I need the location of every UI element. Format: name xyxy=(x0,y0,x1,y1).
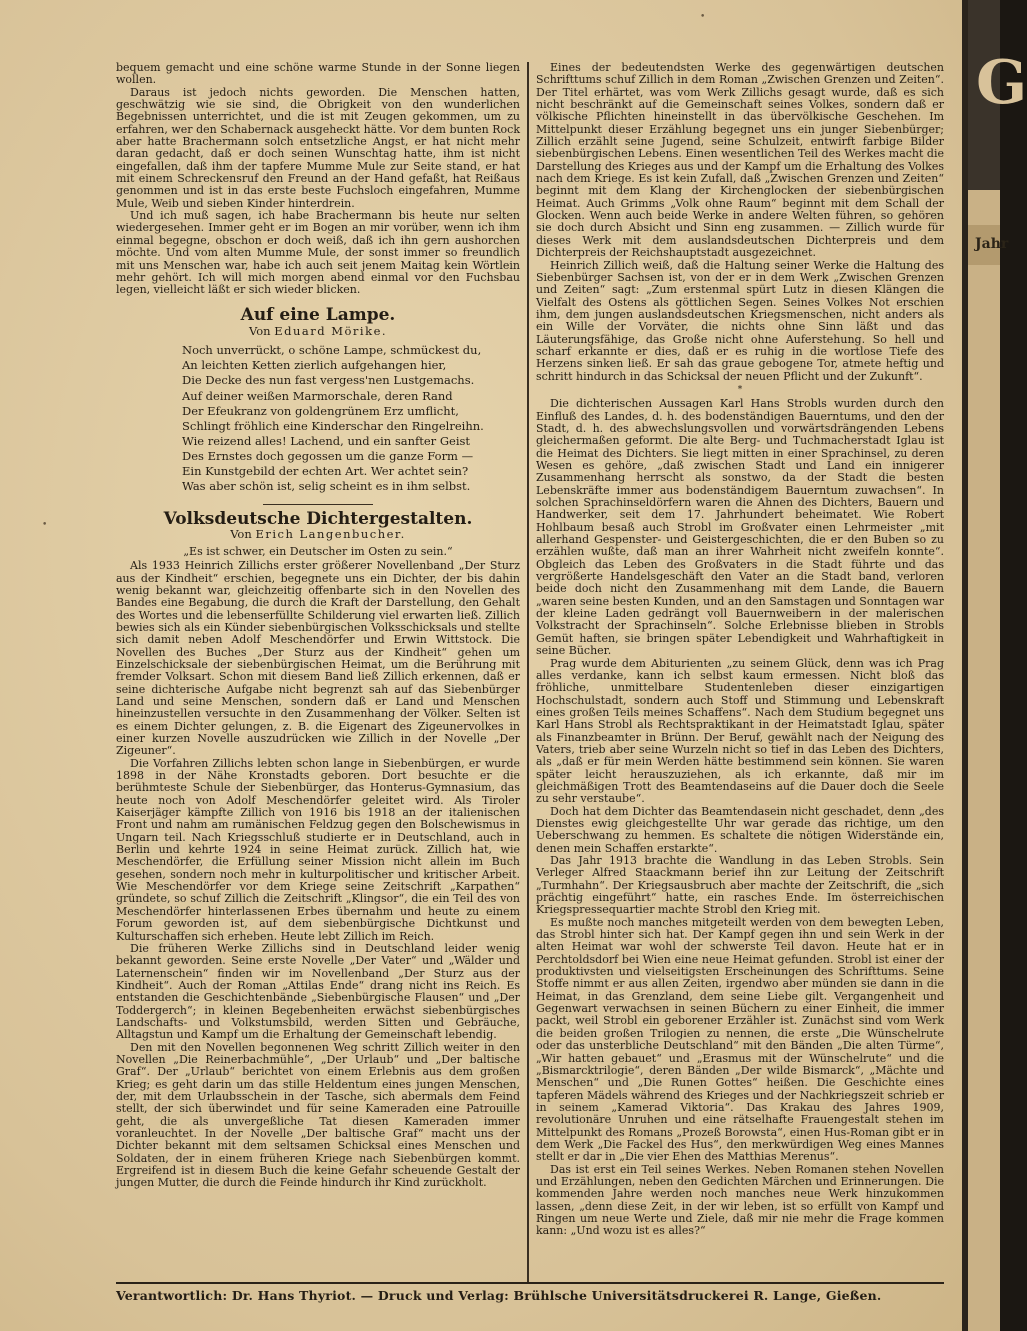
article-title: Volksdeutsche Dichtergestalten. xyxy=(163,509,473,530)
article-paragraph: Den mit den Novellen begonnenen Weg schritt Zillich weiter in den Novellen „Die Reinerbachmühle“, „Der Urlaub“ und „Der baltische Graf“. Der „Urlaub“ berichtet von einem Erlebnis aus dem großen Krieg; es geht darin um das stille Heldentum eines jungen Menschen, der, mit dem Urlaubsschein in der Tasche, sich abermals dem Feind stellt, der sich überwindet und für seine Kameraden eine Patrouille geht, die als unvergeßliche Tat diesen Kameraden immer voranleuchtet. In der Novelle „Der baltische Graf“ macht uns der Dichter bekannt mit dem seltsamen Schicksal eines Menschen und Soldaten, der in einem früheren Kriege nach Siebenbürgen kommt. Ergreifend ist in diesem Buch die keine Gefahr scheuende Gestalt der jungen Mutter, die durch die Feinde hindurch ihr Kind zurückholt. xyxy=(116,1040,520,1190)
adjacent-page-edge xyxy=(962,0,1027,1331)
poem-line: Noch unverrückt, o schöne Lampe, schmückest du, xyxy=(182,343,482,358)
poem-line: An leichten Ketten zierlich aufgehangen hier, xyxy=(182,358,447,373)
byline-prefix: Von xyxy=(248,323,271,338)
article-paragraph: Das ist erst ein Teil seines Werkes. Neben Romanen stehen Novellen und Erzählungen, neben den Gedichten Märchen und Erinnerungen. Die kommenden Jahre werden noch manches neue Werk hinzukommen lassen, „denn diese Zeit, in der wir leben, ist so erfüllt von Kampf und Ringen um neue Werte und Ziele, daß mir nie mehr die Frage kommen kann: „Und wozu ist es alles?“ xyxy=(536,1162,944,1238)
imprint-footer: Verantwortlich: Dr. Hans Thyriot. — Druck und Verlag: Brühlsche Universitätsdruckerei R. Lange, Gießen. xyxy=(116,1288,882,1303)
adjacent-page-jahr: Jahr xyxy=(975,236,1009,252)
article-paragraph: Die dichterischen Aussagen Karl Hans Strobls wurden durch den Einfluß des Landes, d. h. des bodenständigen Bauerntums, und den der Stadt, d. h. des abwechslungsvollen und vorwärtsdrängenden Lebens gleichermaßen geformt. Die alte Berg- und Tuchmacherstadt Iglau ist die Heimat des Dichters. Sie liegt mitten in einer Sprachinsel, zu deren Wesen es gehöre, „daß zwischen Stadt und Land ein innigerer Zusammenhang herrscht als sonstwo, da der Stadt die besten Lebenskräfte immer aus bodenständigem Bauerntum zuwachsen“. In solchen Sprachinseldörfern waren die Ahnen des Dichters, Bauern und Handwerker, seit dem 17. Jahrhundert beheimatet. Wie Robert Hohlbaum besaß auch Strobl im Großvater einen Lehrmeister „mit allerhand Gespenster- und Geistergeschichten, die er den Buben so zu erzählen wußte, daß man an ihrer Wahrheit nicht zweifeln konnte“. Obgleich das Leben des Großvaters in die Stadt führte und das vergrößerte Handelsgeschäft den Vater an die Stadt band, verloren beide doch nicht den Zusammenhang mit dem Lande, die Bauern „waren seine besten Kunden, und an den Samstagen und Sonntagen war der kleine Laden gedrängt voll Bauernweibern in der malerischen Volkstracht der Sprachinseln“. Solche Erlebnisse blieben in Strobls Gemüt haften, sie bringen später Lebendigkeit und Wahrhaftigkeit in seine Bücher. xyxy=(536,397,944,658)
intro-paragraph: Daraus ist jedoch nichts geworden. Die Menschen hatten, geschwätzig wie sie sind, die Obrigkeit von den wunderlichen Begebnissen unterrichtet, und die ist mit Zeugen gekommen, um zu erfahren, wer den Schabernack ausgeheckt hätte. Vor dem bunten Rock aber hatte Brachermann solch entsetzliche Angst, er hat nicht mehr daran gedacht, daß er doch seinen Wunschtag hatte, ihm ist nicht eingefallen, daß ihm der tapfere Mumme Mule zur Seite stand, er hat mit einem Schreckensruf den Freund an der Hand gefaßt, hat Reißaus genommen und ist in das erste beste Fuchsloch eingefahren, Mumme Mule, Weib und sieben Kinder hinterdrein. xyxy=(116,85,520,210)
intro-paragraph: bequem gemacht und eine schöne warme Stunde in der Sonne liegen wollen. xyxy=(116,61,520,87)
article-paragraph: Das Jahr 1913 brachte die Wandlung in das Leben Strobls. Sein Verleger Alfred Staackmann berief ihn zur Leitung der Zeitschrift „Turmhahn“. Der Kriegsausbruch aber machte der Zeitschrift, die „sich prächtig eingeführt“ hatte, ein rasches Ende. Im österreichischen Kriegspressequartier machte Strobl den Krieg mit. xyxy=(536,854,944,917)
poem-line: Was aber schön ist, selig scheint es in ihm selbst. xyxy=(182,479,471,494)
right-column xyxy=(536,62,944,1238)
poem-line: Schlingt fröhlich eine Kinderschar den Ringelreihn. xyxy=(182,418,484,433)
section-divider xyxy=(263,504,373,505)
column-rule xyxy=(527,62,529,1282)
margin-mark: • xyxy=(700,12,706,22)
article-byline xyxy=(116,528,520,540)
adjacent-page-strip xyxy=(968,0,1000,1331)
poem-line: Die Decke des nun fast vergess'nen Lustgemachs. xyxy=(182,373,475,388)
margin-mark: • xyxy=(42,520,48,530)
article-paragraph: Eines der bedeutendsten Werke des gegenwärtigen deutschen Schrifttums schuf Zillich in dem Roman „Zwischen Grenzen und Zeiten“. Der Titel erhärtet, was vom Werk Zillichs gesagt wurde, daß es sich nicht beschränkt auf die Gemeinschaft seines Volkes, sondern daß er völkische Pflichten hineinstellt in das übervölkische Geschehen. Im Mittelpunkt dieser Erzählung begegnet uns ein junger Siebenbürger; Zillich erzählt seine Jugend, seine Schulzeit, entwirft farbige Bilder siebenbürgischen Lebens. Einen wesentlichen Teil des Werkes macht die Darstellung des Krieges aus und der Kampf um die Erhaltung des Volkes nach dem Kriege. Es ist kein Zufall, daß „Zwischen Grenzen und Zeiten“ beginnt mit dem Klang der Kirchenglocken der siebenbürgischen Heimat. Auch Grimms „Volk ohne Raum“ beginnt mit dem Schall der Glocken. Wenn auch beide Werke in andere Welten führen, so gehören sie doch durch Absicht und Sinn eng zusammen. — Zillich wurde für dieses Werk mit dem auslandsdeutschen Dichterpreis und dem Dichterpreis der Reichshauptstadt ausgezeichnet. xyxy=(536,61,944,260)
article-paragraph: Als 1933 Heinrich Zillichs erster größerer Novellenband „Der Sturz aus der Kindheit“ erschien, begegnete uns ein Dichter, der bis dahin wenig bekannt war, gleichzeitig offenbarte sich in den Novellen des Bandes eine Begabung, die durch die Kraft der Darstellung, den Gehalt des Wortes und die lebenserfüllte Schilderung viel erwarten ließ. Zillich bewies sich als ein Künder siebenbürgischen Volksschicksals und stellte sich damit neben Adolf Meschendörfer und Erwin Wittstock. Die Novellen des Buches „Der Sturz aus der Kindheit“ gehen um Einzelschicksale der siebenbürgischen Heimat, um die Berührung mit fremder Volksart. Schon mit diesem Band ließ Zillich erkennen, daß er seine dichterische Aufgabe nicht begrenzt sah auf das Siebenbürger Land und seine Menschen, sondern daß er Land und Menschen hineinzustellen versuchte in den Zusammenhang der Völker. Selten ist es einem Dichter gelungen, z. B. die Eigenart des Zigeunervolkes in einer kurzen Novelle auszudrücken wie Zillich in der Novelle „Der Zigeuner“. xyxy=(116,559,520,758)
poem-line: Ein Kunstgebild der echten Art. Wer achtet sein? xyxy=(182,463,469,478)
poem-line: Auf deiner weißen Marmorschale, deren Rand xyxy=(182,388,453,403)
article-author: Erich Langenbucher. xyxy=(255,526,406,541)
star-divider: * xyxy=(737,384,743,395)
article-paragraph: Heinrich Zillich weiß, daß die Haltung seiner Werke die Haltung des Siebenbürger Sachsen ist, von der er in dem Werk „Zwischen Grenzen und Zeiten“ sagt: „Zum erstenmal spürt Lutz in diesen Klängen die Vielfalt des Ostens als göttlichen Segen. Seines Volkes Not erschien ihm, dem jungen auslandsdeutschen Kriegsmenschen, nicht anders als ein Wille der Vorväter, die nichts ohne Sinn läßt und das Läuterungsfähige, das Große nicht ohne Auferstehung. So hell und scharf erkannte er dies, daß er es ruhig in die wortlose Tiefe des Herzens sinken ließ. Er sah das graue gebogene Tor, atmete heftig und schritt hindurch in das Schicksal der neuen Pflicht und der Zukunft“. xyxy=(536,258,944,383)
article-motto: „Es ist schwer, ein Deutscher im Osten zu sein.“ xyxy=(183,544,453,558)
intro-paragraph: Und ich muß sagen, ich habe Brachermann bis heute nur selten wiedergesehen. Immer geht er im Bogen an mir vorüber, wenn ich ihm einmal begegne, obschon er doch weiß, daß ich ihn gern aushorchen möchte. Und vom alten Mumme Mule, der sonst immer so freundlich mit uns Menschen war, habe ich auch seit jenem Maitag kein Wörtlein mehr gehört. Ich will mich morgen abend einmal vor den Fuchsbau legen, vielleicht läßt er sich wieder blicken. xyxy=(116,209,520,297)
poem-title: Auf eine Lampe. xyxy=(240,304,396,325)
article-paragraph: Die früheren Werke Zillichs sind in Deutschland leider wenig bekannt geworden. Seine erste Novelle „Der Vater“ und „Wälder und Laternenschein“ finden wir im Novellenband „Der Sturz aus der Kindheit“. Auch der Roman „Attilas Ende“ drang nicht ins Reich. Es entstanden die Geschichtenbände „Siebenbürgische Flausen“ und „Der Toddergerch“; in kleinen Begebenheiten erwächst siebenbürgisches Landschafts- und Volkstumsbild, werden Sitten und Gebräuche, Alltagstun und Kampf um die Erhaltung der Gemeinschaft lebendig. xyxy=(116,941,520,1042)
article-paragraph: Prag wurde dem Abiturienten „zu seinem Glück, denn was ich Prag alles verdanke, kann ich selbst kaum ermessen. Nicht bloß das fröhliche, unmittelbare Studentenleben dieser einzigartigen Hochschulstadt, sondern auch Stoff und Stimmung und Lebenskraft eines großen Teils meines Schaffens“. Nach dem Studium begegnet uns Karl Hans Strobl als Rechtspraktikant in der Heimatstadt Iglau, später als Finanzbeamter in Brünn. Der Beruf, gewählt nach der Neigung des Vaters, trieb aber seine Wurzeln nicht so tief in das Leben des Dichters, als „daß er für mein Werden hätte bestimmend sein können. Sie waren später leicht herauszuziehen, als ich erkannte, daß mir im gleichmäßigen Trott des Beamtendaseins auf die Dauer doch die Seele zu sehr verstaube“. xyxy=(536,656,944,806)
byline-prefix: Von xyxy=(230,526,252,541)
adjacent-page-letter: G xyxy=(976,48,1027,118)
poem-line: Des Ernstes doch gegossen um die ganze Form — xyxy=(182,448,474,463)
poem-line: Wie reizend alles! Lachend, und ein sanfter Geist xyxy=(182,433,471,448)
article-paragraph: Doch hat dem Dichter das Beamtendasein nicht geschadet, denn „des Dienstes ewig gleichgestellte Uhr war gerade das richtige, um den Ueberschwang zu hemmen. Es schaltete die nötigen Widerstände ein, denen mein Schaffen erstarkte“. xyxy=(536,804,944,855)
poem-line: Der Efeukranz von goldengrünem Erz umflicht, xyxy=(182,403,459,418)
poem-author: Eduard Mörike. xyxy=(274,323,388,338)
poem-body xyxy=(182,343,520,494)
footer-rule xyxy=(116,1282,944,1284)
article-paragraph: Die Vorfahren Zillichs lebten schon lange in Siebenbürgen, er wurde 1898 in der Nähe Kronstadts geboren. Dort besuchte er die berühmteste Schule der Siebenbürger, das Honterus-Gymnasium, das heute noch von Adolf Meschendörfer geleitet wird. Als Tiroler Kaiserjäger kämpfte Zillich von 1916 bis 1918 an der italienischen Front und nahm am rumänischen Feldzug gegen den Bolschewismus in Ungarn teil. Nach Kriegsschluß studierte er in Deutschland, auch in Berlin und kehrte 1924 in seine Heimat zurück. Zillich hat, wie Meschendörfer, die Erfüllung seiner Mission nicht allein im Buch gesehen, sondern noch mehr in kulturpolitischer und kritischer Arbeit. Wie Meschendörfer vor dem Kriege seine Zeitschrift „Karpathen“ gründete, so schuf Zillich die Zeitschrift „Klingsor“, die ein Teil des von Meschendörfer hinterlassenen Erbes übernahm und heute zu einem Forum geworden ist, auf dem siebenbürgische Dichtkunst und Kulturschaffen sich erheben. Heute lebt Zillich im Reich. xyxy=(116,756,520,943)
poem-byline xyxy=(116,325,520,337)
article-paragraph: Es mußte noch manches mitgeteilt werden von dem bewegten Leben, das Strobl hinter sich hat. Der Kampf gegen ihn und sein Werk in der alten Heimat war wohl der schwerste Teil davon. Heute hat er in Perchtoldsdorf bei Wien eine neue Heimat gefunden. Strobl ist einer der produktivsten und vielseitigsten Erscheinungen des Schrifttums. Seine Stoffe nimmt er aus allen Zeiten, irgendwo aber münden sie dann in die Heimat, in das Grenzland, dem seine Liebe gilt. Vergangenheit und Gegenwart verwachsen in seinen Büchern zu einer Einheit, die immer packt, weil Strobl ein geborener Erzähler ist. Zunächst sind vom Werk die beiden großen Trilogien zu nennen, die erste „Die Wünschelrute oder das unsterbliche Deutschland“ mit den Bänden „Die alten Türme“, „Wir hatten gebauet“ und „Erasmus mit der Wünschelrute“ und die „Bismarcktrilogie“, deren Bänden „Der wilde Bismarck“, „Mächte und Menschen“ und „Die Runen Gottes“ heißen. Die Geschichte eines tapferen Mädels während des Krieges und der Nachkriegszeit schrieb er in seinem „Kamerad Viktoria“. Das Krakau des Jahres 1909, revolutionäre Unruhen und eine rätselhafte Frauengestalt stehen im Mittelpunkt des Romans „Prozeß Borowsta“, einen Hus-Roman gibt er in dem Werk „Die Fackel des Hus“, den merkwürdigen Weg eines Mannes stellt er dar in „Die vier Ehen des Matthias Merenus“. xyxy=(536,915,944,1164)
left-column xyxy=(116,62,520,1190)
